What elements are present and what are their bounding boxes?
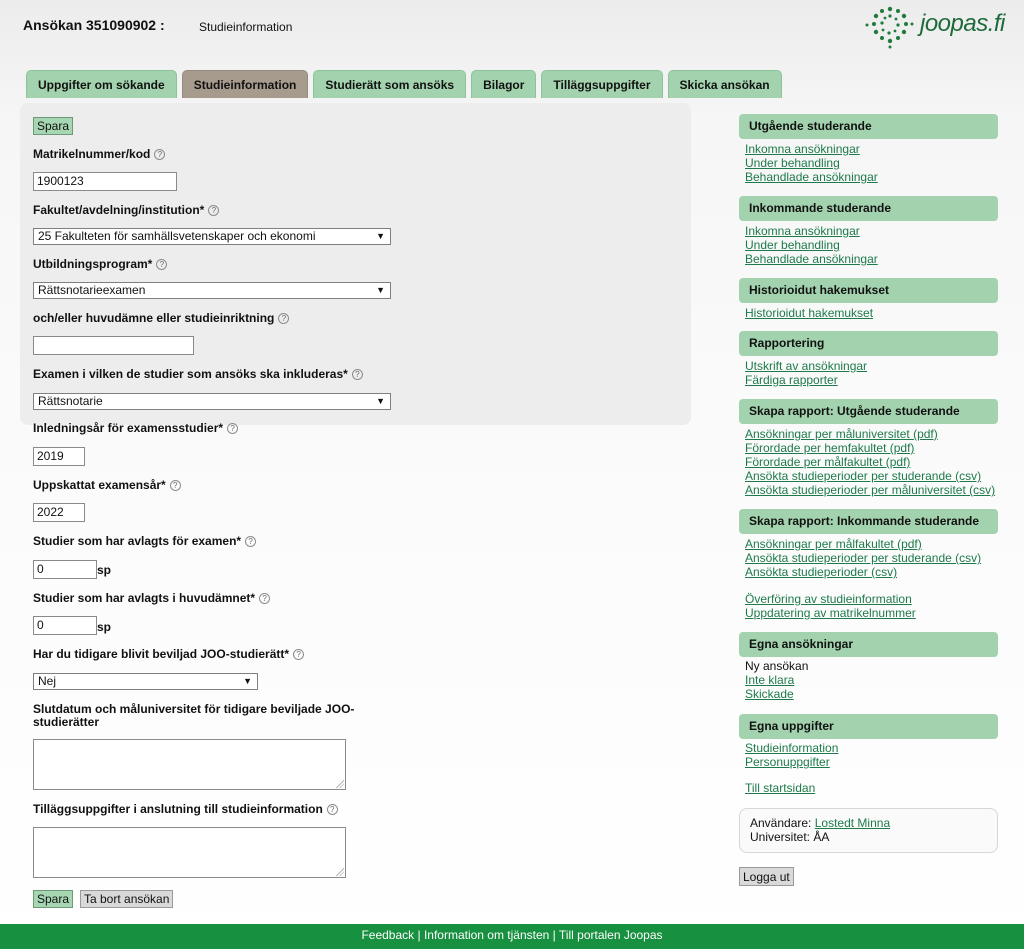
help-icon[interactable]: ?: [170, 480, 181, 491]
tab-bar: [26, 70, 782, 98]
footer-portal-link[interactable]: Till portalen Joopas: [558, 928, 663, 942]
app-title: Ansökan 351090902 :: [23, 17, 165, 33]
sidebar-link-skapa-ut-1[interactable]: Ansökningar per måluniversitet (pdf): [745, 427, 938, 441]
avlagts-examen-label-text: Studier som har avlagts för examen*: [33, 534, 242, 548]
tillagg-textarea[interactable]: [33, 827, 346, 878]
utbildning-selected-value: Rättsnotarieexamen: [38, 283, 146, 297]
user-info-box: [739, 808, 998, 853]
examen-label: [33, 367, 363, 381]
utbildning-select[interactable]: [33, 282, 391, 299]
inledningsar-label-text: Inledningsår för examensstudier*: [33, 421, 224, 435]
sidebar-link-inte-klara[interactable]: Inte klara: [745, 673, 795, 687]
joo-select[interactable]: [33, 673, 258, 690]
tab-studieinformation[interactable]: Studieinformation: [182, 70, 309, 98]
footer-separator: |: [549, 928, 559, 942]
utbildning-label-text: Utbildningsprogram*: [33, 257, 153, 271]
sidebar-head-inkommande: Inkommande studerande: [739, 196, 998, 221]
examen-selected-value: Rättsnotarie: [38, 394, 103, 408]
sidebar-link-inkommande-under[interactable]: Under behandling: [745, 238, 840, 252]
university-label: Universitet:: [750, 830, 811, 844]
logo-burst-icon: [862, 4, 918, 50]
resize-grip-icon[interactable]: [336, 780, 344, 788]
help-icon[interactable]: ?: [245, 536, 256, 547]
examen-select[interactable]: [33, 393, 391, 410]
sidebar-head-historioidut: Historioidut hakemukset: [739, 278, 998, 303]
footer-feedback-link[interactable]: Feedback: [361, 928, 415, 942]
slutdatum-label-line1: Slutdatum och måluniversitet för tidigare beviljade JOO-: [33, 702, 355, 716]
sidebar-link-skapa-ut-5[interactable]: Ansökta studieperioder per måluniversitet (csv): [745, 483, 996, 497]
examen-label-text: Examen i vilken de studier som ansöks ska inkluderas*: [33, 367, 348, 381]
footer-separator: |: [414, 928, 424, 942]
sidebar-head-rapportering: Rapportering: [739, 331, 998, 356]
huvudamne-label-text: och/eller huvudämne eller studieinriktning: [33, 311, 275, 325]
tab-skicka-ansokan[interactable]: Skicka ansökan: [668, 70, 782, 98]
sidebar-head-egna-ansokningar: Egna ansökningar: [739, 632, 998, 657]
tillagg-label: [33, 802, 338, 816]
tab-tillaggsuppgifter[interactable]: Tilläggsuppgifter: [541, 70, 662, 98]
matrikel-label: [33, 147, 165, 161]
help-icon[interactable]: ?: [278, 313, 289, 324]
sidebar-link-overforing[interactable]: Överföring av studieinformation: [745, 592, 912, 606]
sidebar-head-utgaende: Utgående studerande: [739, 114, 998, 139]
help-icon[interactable]: ?: [293, 649, 304, 660]
sidebar-link-till-startsidan[interactable]: Till startsidan: [745, 781, 816, 795]
user-name-link[interactable]: Lostedt Minna: [814, 816, 891, 830]
sidebar-link-utgaende-under[interactable]: Under behandling: [745, 156, 840, 170]
tab-uppgifter-om-sokande[interactable]: Uppgifter om sökande: [26, 70, 177, 98]
sidebar-link-skickade[interactable]: Skickade: [745, 687, 794, 701]
huvudamne-label: [33, 311, 289, 325]
examensar-label: [33, 478, 181, 492]
help-icon[interactable]: ?: [352, 369, 363, 380]
dropdown-arrow-icon: ▼: [243, 676, 252, 686]
sidebar-link-studieinformation[interactable]: Studieinformation: [745, 741, 839, 755]
tillagg-label-text: Tilläggsuppgifter i anslutning till studieinformation: [33, 802, 323, 816]
sidebar-link-skapa-in-3[interactable]: Ansökta studieperioder (csv): [745, 565, 898, 579]
avlagts-examen-label: [33, 534, 256, 548]
user-label: Användare:: [750, 816, 812, 830]
page-subtitle: Studieinformation: [199, 20, 293, 34]
joo-label-text: Har du tidigare blivit beviljad JOO-studierätt*: [33, 647, 290, 661]
dropdown-arrow-icon: ▼: [376, 396, 385, 406]
resize-grip-icon[interactable]: [336, 868, 344, 876]
sidebar-link-inkommande-behandlade[interactable]: Behandlade ansökningar: [745, 252, 878, 266]
fakultet-select[interactable]: [33, 228, 391, 245]
avlagts-huvud-input[interactable]: 0: [33, 616, 97, 635]
sidebar-link-skapa-ut-2[interactable]: Förordade per hemfakultet (pdf): [745, 441, 915, 455]
avlagts-examen-input[interactable]: 0: [33, 560, 97, 579]
joo-label: [33, 647, 304, 661]
sidebar-link-inkommande-inkomna[interactable]: Inkomna ansökningar: [745, 224, 860, 238]
help-icon[interactable]: ?: [259, 593, 270, 604]
footer-info-link[interactable]: Information om tjänsten: [423, 928, 550, 942]
user-row: [750, 816, 997, 830]
sidebar-head-skapa-inkommande: Skapa rapport: Inkommande studerande: [739, 509, 998, 534]
slutdatum-label-line2: studierätter: [33, 715, 100, 729]
sidebar-link-uppdatering[interactable]: Uppdatering av matrikelnummer: [745, 606, 916, 620]
sidebar-link-skapa-ut-3[interactable]: Förordade per målfakultet (pdf): [745, 455, 911, 469]
examensar-input[interactable]: 2022: [33, 503, 85, 522]
dropdown-arrow-icon: ▼: [376, 231, 385, 241]
examensar-label-text: Uppskattat examensår*: [33, 478, 166, 492]
help-icon[interactable]: ?: [154, 149, 165, 160]
joo-selected-value: Nej: [38, 674, 57, 688]
sidebar-link-skapa-in-1[interactable]: Ansökningar per målfakultet (pdf): [745, 537, 922, 551]
sidebar-link-utskrift[interactable]: Utskrift av ansökningar: [745, 359, 868, 373]
sidebar-link-utgaende-inkomna[interactable]: Inkomna ansökningar: [745, 142, 860, 156]
fakultet-label: [33, 203, 219, 217]
delete-application-button[interactable]: Ta bort ansökan: [80, 890, 173, 908]
inledningsar-input[interactable]: 2019: [33, 447, 85, 466]
sidebar-head-egna-uppgifter: Egna uppgifter: [739, 714, 998, 739]
matrikel-input[interactable]: 1900123: [33, 172, 177, 191]
huvudamne-input[interactable]: [33, 336, 194, 355]
avlagts-huvud-label: [33, 591, 270, 605]
unit-sp: sp: [97, 563, 112, 577]
sidebar-link-utgaende-behandlade[interactable]: Behandlade ansökningar: [745, 170, 878, 184]
sidebar-head-skapa-utgaende: Skapa rapport: Utgående studerande: [739, 399, 998, 424]
utbildning-label: [33, 257, 167, 271]
help-icon[interactable]: ?: [227, 423, 238, 434]
unit-sp: sp: [97, 620, 112, 634]
sidebar-link-personuppgifter[interactable]: Personuppgifter: [745, 755, 830, 769]
matrikel-label-text: Matrikelnummer/kod: [33, 147, 151, 161]
tab-bilagor[interactable]: Bilagor: [471, 70, 536, 98]
tab-studierätt[interactable]: Studierätt som ansöks: [313, 70, 466, 98]
help-icon[interactable]: ?: [156, 259, 167, 270]
joopas-logo[interactable]: [862, 4, 1012, 50]
sidebar-link-fardiga-rapporter[interactable]: Färdiga rapporter: [745, 373, 838, 387]
save-button-bottom[interactable]: Spara: [33, 890, 73, 908]
sidebar-link-skapa-in-2[interactable]: Ansökta studieperioder per studerande (csv): [745, 551, 982, 565]
logout-button[interactable]: Logga ut: [739, 867, 794, 886]
university-value: ÅA: [813, 830, 830, 844]
sidebar-text-ny-ansokan: Ny ansökan: [745, 659, 809, 673]
sidebar-link-historioidut[interactable]: Historioidut hakemukset: [745, 306, 874, 320]
help-icon[interactable]: ?: [327, 804, 338, 815]
fakultet-label-text: Fakultet/avdelning/institution*: [33, 203, 205, 217]
inledningsar-label: [33, 421, 238, 435]
fakultet-selected-value: 25 Fakulteten för samhällsvetenskaper och ekonomi: [38, 229, 316, 243]
footer: [0, 924, 1024, 949]
sidebar-link-skapa-ut-4[interactable]: Ansökta studieperioder per studerande (csv): [745, 469, 982, 483]
university-row: [750, 830, 997, 844]
dropdown-arrow-icon: ▼: [376, 285, 385, 295]
save-button-top[interactable]: Spara: [33, 117, 73, 135]
avlagts-huvud-label-text: Studier som har avlagts i huvudämnet*: [33, 591, 256, 605]
slutdatum-textarea[interactable]: [33, 739, 346, 790]
logo-text: joopas.fi: [920, 10, 1005, 37]
help-icon[interactable]: ?: [208, 205, 219, 216]
